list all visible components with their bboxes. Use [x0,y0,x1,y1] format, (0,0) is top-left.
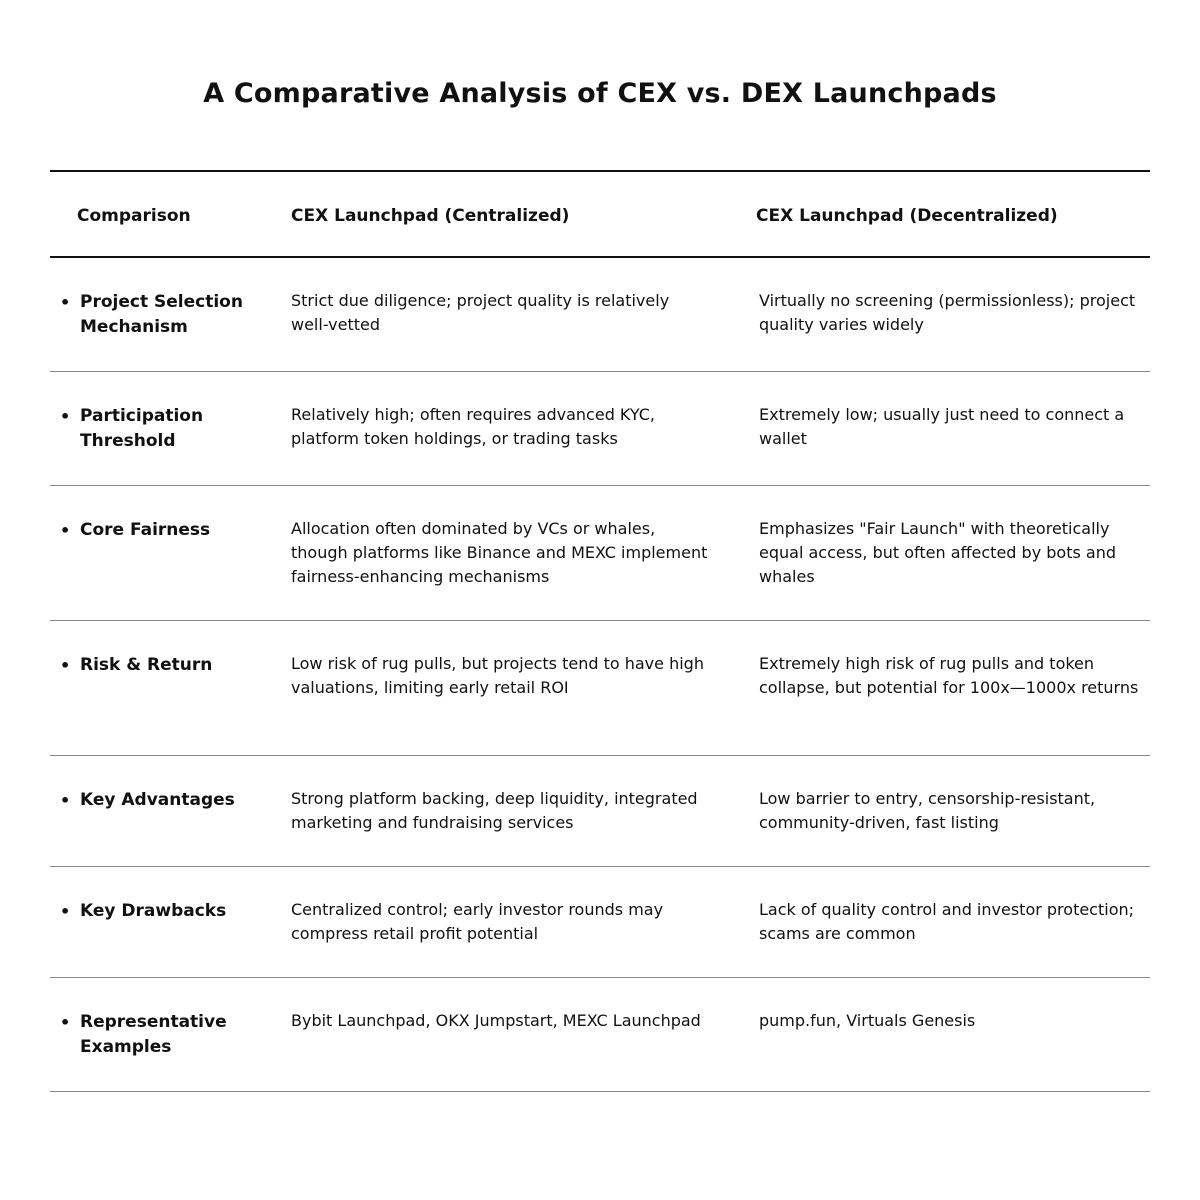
bullet-icon: • [60,407,71,426]
page-title: A Comparative Analysis of CEX vs. DEX Launchpads [203,78,997,109]
row-label-text: Core Fairness [80,520,211,540]
dex-cell: Lack of quality control and investor protection; scams are common [759,900,1135,943]
bullet-icon: • [60,1013,71,1032]
table-row [50,486,1150,621]
table-row [50,621,1150,756]
row-label [60,1010,270,1060]
header-cex: CEX Launchpad (Centralized) [291,206,570,226]
bullet-icon: • [60,293,71,312]
row-label-text: Representative Examples [80,1012,227,1057]
table-row [50,258,1150,372]
row-label [60,518,270,543]
row-label [60,899,270,924]
row-label-text: Key Drawbacks [80,901,227,921]
cex-cell: Relatively high; often requires advanced KYC, platform token holdings, or trading tasks [291,405,656,448]
row-label [60,788,270,813]
dex-cell: Extremely high risk of rug pulls and token collapse, but potential for 100x—1000x returns [759,654,1139,697]
table-row [50,978,1150,1092]
bullet-icon: • [60,656,71,675]
cex-cell: Bybit Launchpad, OKX Jumpstart, MEXC Launchpad [291,1011,701,1030]
cex-cell: Low risk of rug pulls, but projects tend to have high valuations, limiting early retail ROI [291,654,704,697]
dex-cell: Low barrier to entry, censorship-resistant, community-driven, fast listing [759,789,1096,832]
row-label [60,404,270,454]
comparison-table [50,170,1150,1092]
cex-cell: Centralized control; early investor rounds may compress retail profit potential [291,900,664,943]
bullet-icon: • [60,521,71,540]
dex-cell: pump.fun, Virtuals Genesis [759,1011,976,1030]
table-row [50,867,1150,978]
table-row [50,372,1150,486]
cex-cell: Allocation often dominated by VCs or whales, though platforms like Binance and MEXC implement fairness-enhancing mechanisms [291,519,708,586]
row-label-text: Risk & Return [80,655,213,675]
header-comparison: Comparison [77,206,191,226]
table-header-row [50,170,1150,258]
row-label [60,290,270,340]
row-label-text: Participation Threshold [80,406,204,451]
dex-cell: Virtually no screening (permissionless); project quality varies widely [759,291,1136,334]
row-label [60,653,270,678]
row-label-text: Key Advantages [80,790,235,810]
bullet-icon: • [60,791,71,810]
cex-cell: Strong platform backing, deep liquidity, integrated marketing and fundraising services [291,789,698,832]
header-dex: CEX Launchpad (Decentralized) [756,206,1058,226]
cex-cell: Strict due diligence; project quality is relatively well-vetted [291,291,670,334]
table-row [50,756,1150,867]
dex-cell: Emphasizes "Fair Launch" with theoretically equal access, but often affected by bots and whales [759,519,1116,586]
bullet-icon: • [60,902,71,921]
row-label-text: Project Selection Mechanism [80,292,243,337]
dex-cell: Extremely low; usually just need to connect a wallet [759,405,1125,448]
